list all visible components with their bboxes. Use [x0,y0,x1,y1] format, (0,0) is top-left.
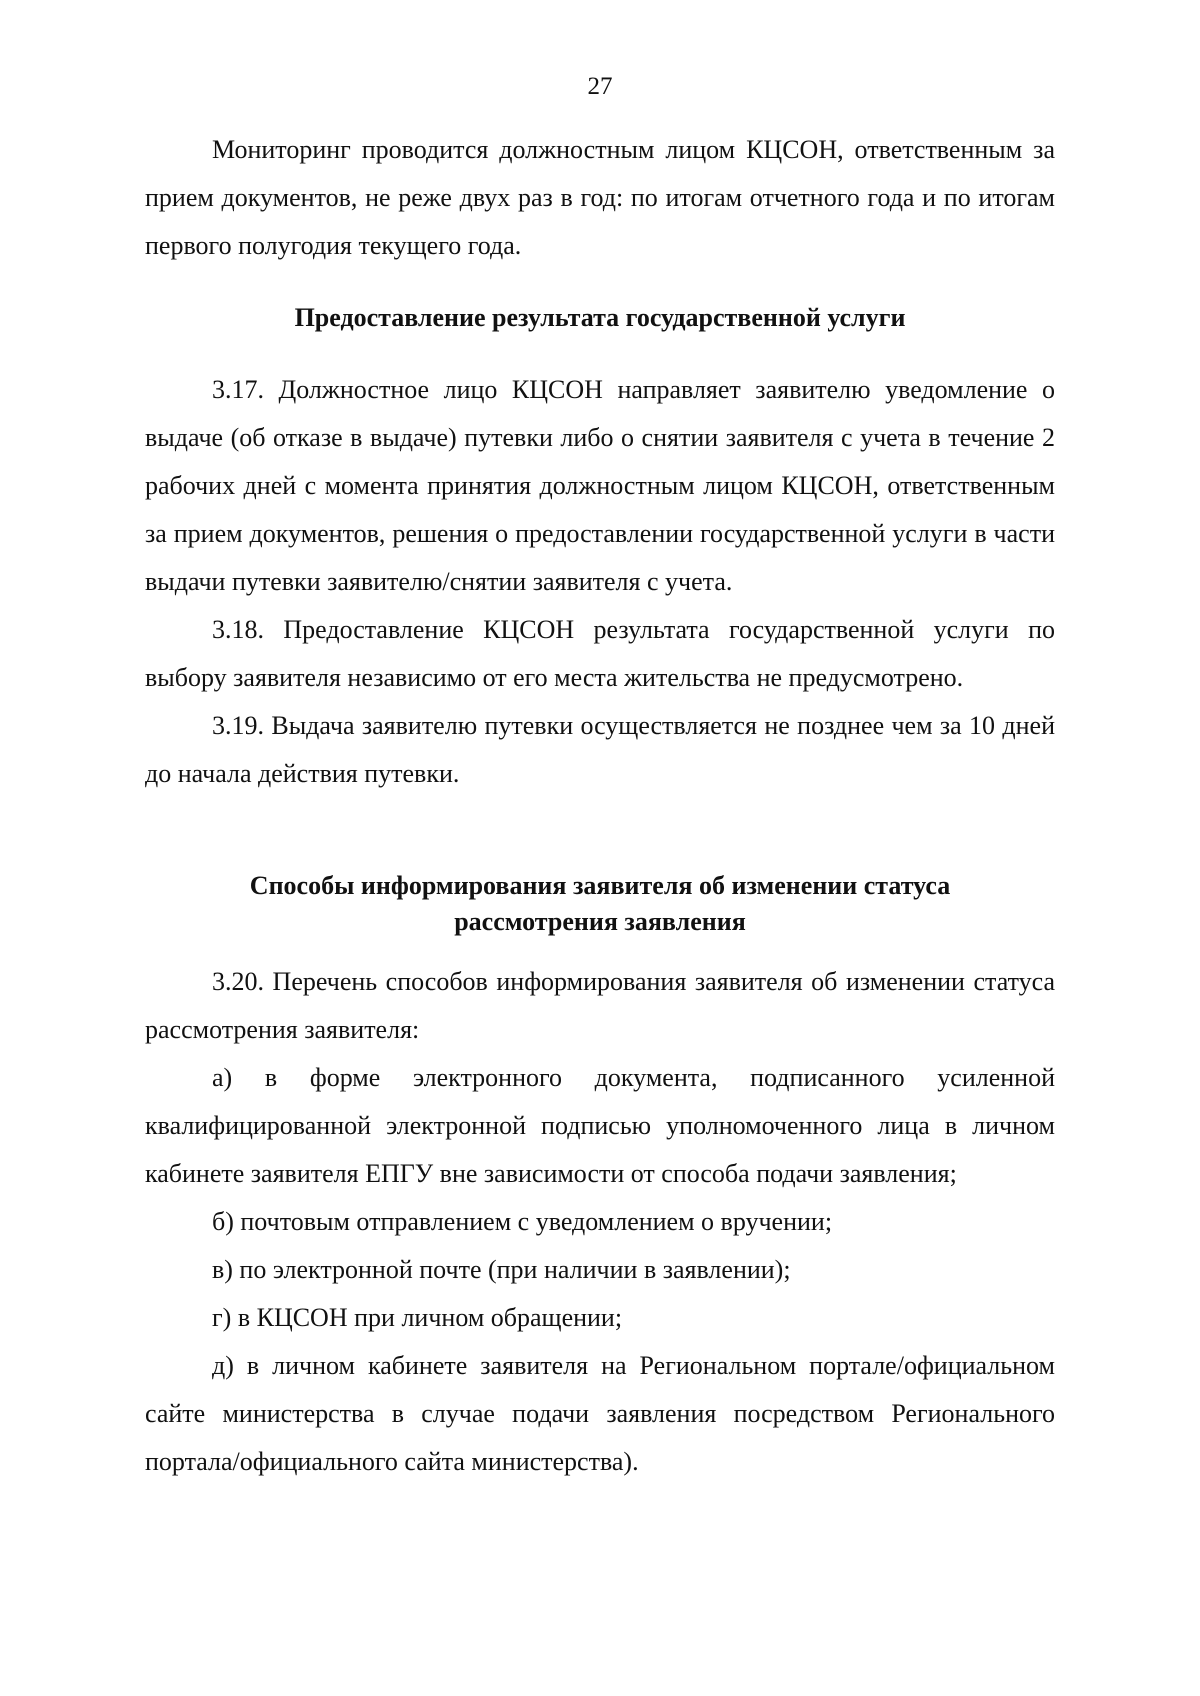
page-number: 27 [587,73,613,100]
paragraph-3-17: 3.17. Должностное лицо КЦСОН направляет заявителю уведомление о выдаче (об отказе в выдаче) путевки либо о снятии заявителя с учета в течение 2 рабочих дней с момента принятия должностным лицом КЦСОН, ответственным за прием документов, решения о предоставлении государственной услуги в части выдачи путевки заявителю/снятии заявителя с учета. [145,375,1055,596]
section-heading-info [145,868,1055,940]
list-item-v: в) по электронной почте (при наличии в заявлении); [212,1255,791,1284]
list-item-d: д) в личном кабинете заявителя на Региональном портале/официальном сайте министерства в случае подачи заявления посредством Регионального портала/официального сайта министерства). [145,1351,1055,1476]
section-heading-result: Предоставление результата государственной услуги [294,303,906,332]
section-heading-info-line1: Способы информирования заявителя об изменении статуса [249,871,951,900]
list-item-b: б) почтовым отправлением с уведомлением о вручении; [212,1207,833,1236]
paragraph-3-18: 3.18. Предоставление КЦСОН результата государственной услуги по выбору заявителя независимо от его места жительства не предусмотрено. [145,615,1055,692]
section-heading-info-line2: рассмотрения заявления [454,907,746,936]
list-item-a: а) в форме электронного документа, подписанного усиленной квалифицированной электронной подписью уполномоченного лица в личном кабинете заявителя ЕПГУ вне зависимости от способа подачи заявления; [145,1063,1055,1188]
paragraph-3-19: 3.19. Выдача заявителю путевки осуществляется не позднее чем за 10 дней до начала действия путевки. [145,711,1055,788]
page-content [145,126,1055,1486]
list-item-g: г) в КЦСОН при личном обращении; [212,1303,623,1332]
intro-paragraph: Мониторинг проводится должностным лицом КЦСОН, ответственным за прием документов, не реже двух раз в год: по итогам отчетного года и по итогам первого полугодия текущего года. [145,135,1055,260]
paragraph-3-20: 3.20. Перечень способов информирования заявителя об изменении статуса рассмотрения заявителя: [145,967,1055,1044]
